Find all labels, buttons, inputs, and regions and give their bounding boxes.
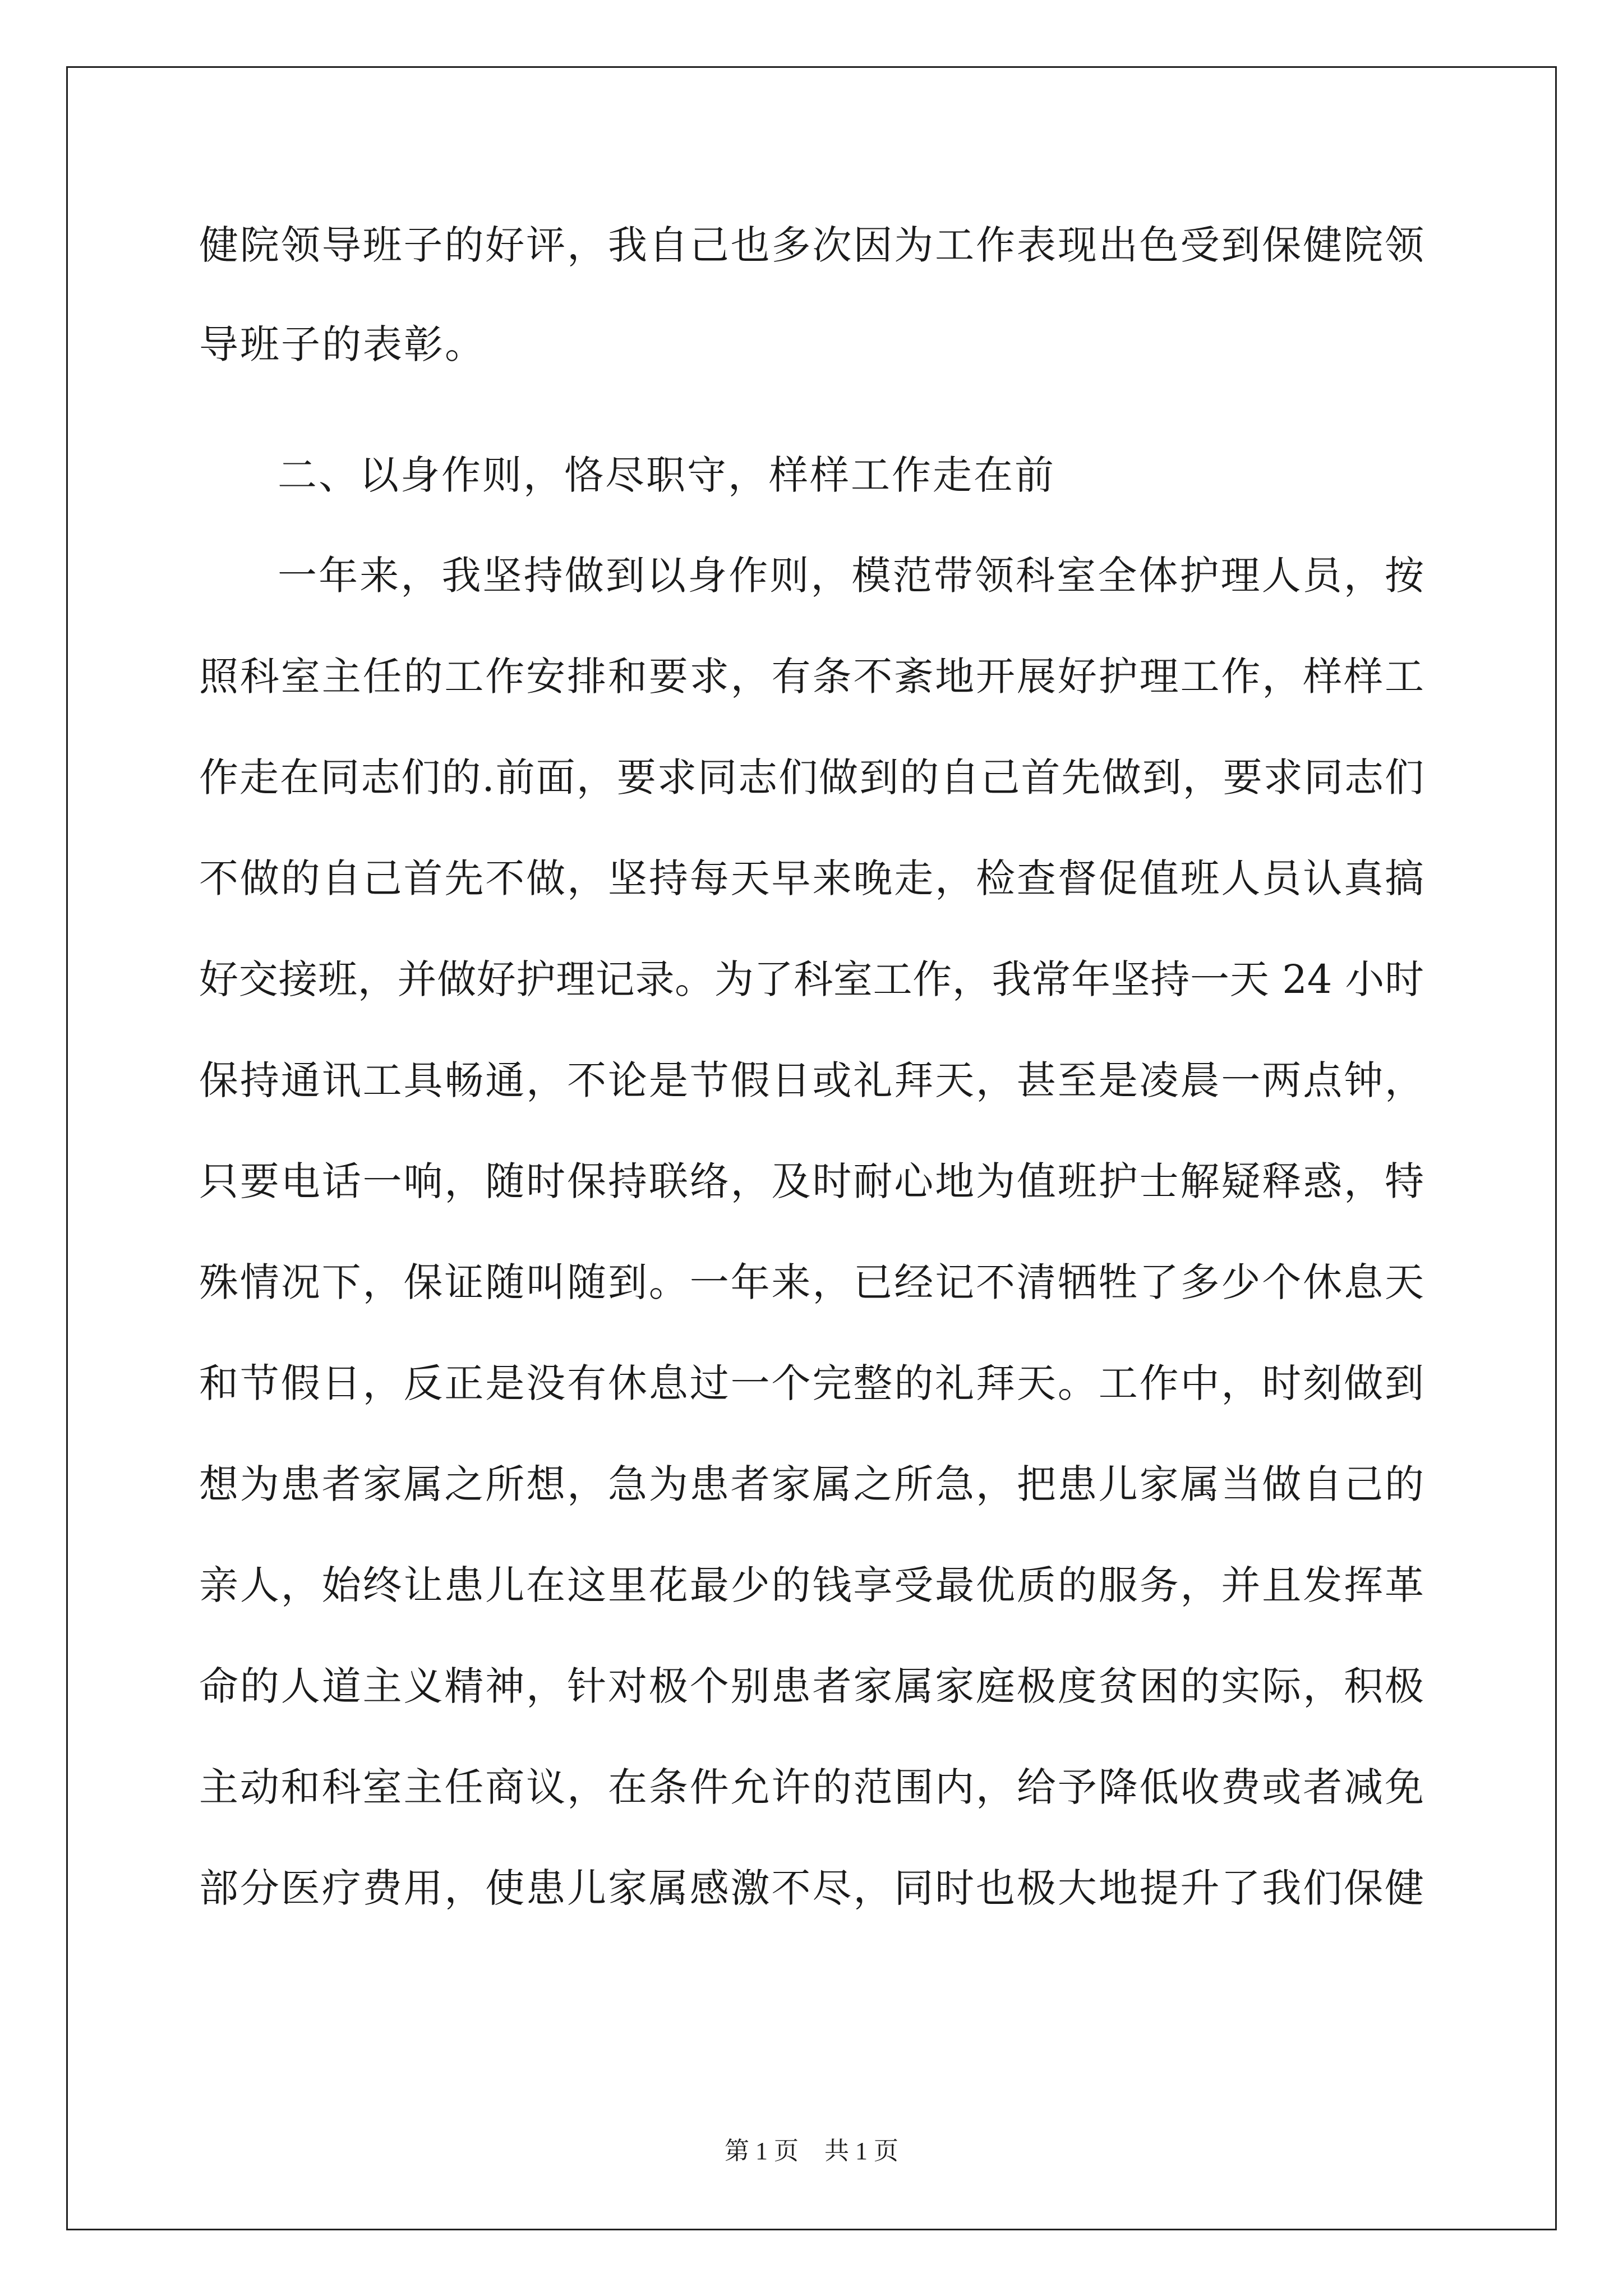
paragraph-line: 一年来，我坚持做到以身作则，模范带领科室全体护理人员，按 (278, 553, 1424, 599)
paragraph-line: 命的人道主义精神，针对极个别患者家属家庭极度贫困的实际，积极 (199, 1663, 1424, 1709)
section-heading: 二、以身作则，恪尽职守，样样工作走在前 (278, 452, 1055, 498)
paragraph-line: 不做的自己首先不做，坚持每天早来晚走，检查督促值班人员认真搞 (199, 855, 1424, 901)
paragraph-line: 保持通讯工具畅通，不论是节假日或礼拜天，甚至是凌晨一两点钟， (199, 1057, 1424, 1103)
paragraph-line: 部分医疗费用，使患儿家属感激不尽，同时也极大地提升了我们保健 (199, 1865, 1424, 1911)
paragraph-line: 想为患者家属之所想，急为患者家属之所急，把患儿家属当做自己的 (199, 1461, 1424, 1507)
paragraph-line: 殊情况下，保证随叫随到。一年来，已经记不清牺牲了多少个休息天 (199, 1259, 1424, 1305)
paragraph-line: 主动和科室主任商议，在条件允许的范围内，给予降低收费或者减免 (199, 1764, 1424, 1810)
paragraph-line: 导班子的表彰。 (199, 321, 486, 367)
paragraph-line: 照科室主任的工作安排和要求，有条不紊地开展好护理工作，样样工 (199, 654, 1424, 700)
paragraph-line: 和节假日，反正是没有休息过一个完整的礼拜天。工作中，时刻做到 (199, 1360, 1424, 1406)
page-footer (0, 2134, 1623, 2168)
paragraph-line: 好交接班，并做好护理记录。为了科室工作，我常年坚持一天 24 小时 (199, 956, 1424, 1002)
paragraph-line: 只要电话一响，随时保持联络，及时耐心地为值班护士解疑释惑，特 (199, 1158, 1424, 1204)
page-number: 第 1 页 (725, 2137, 799, 2165)
paragraph-line: 作走在同志们的.前面，要求同志们做到的自己首先做到，要求同志们 (199, 754, 1424, 800)
paragraph-line: 亲人，始终让患儿在这里花最少的钱享受最优质的服务，并且发挥革 (199, 1562, 1424, 1608)
paragraph-line: 健院领导班子的好评，我自己也多次因为工作表现出色受到保健院领 (199, 222, 1424, 268)
page-count: 共 1 页 (824, 2137, 898, 2165)
